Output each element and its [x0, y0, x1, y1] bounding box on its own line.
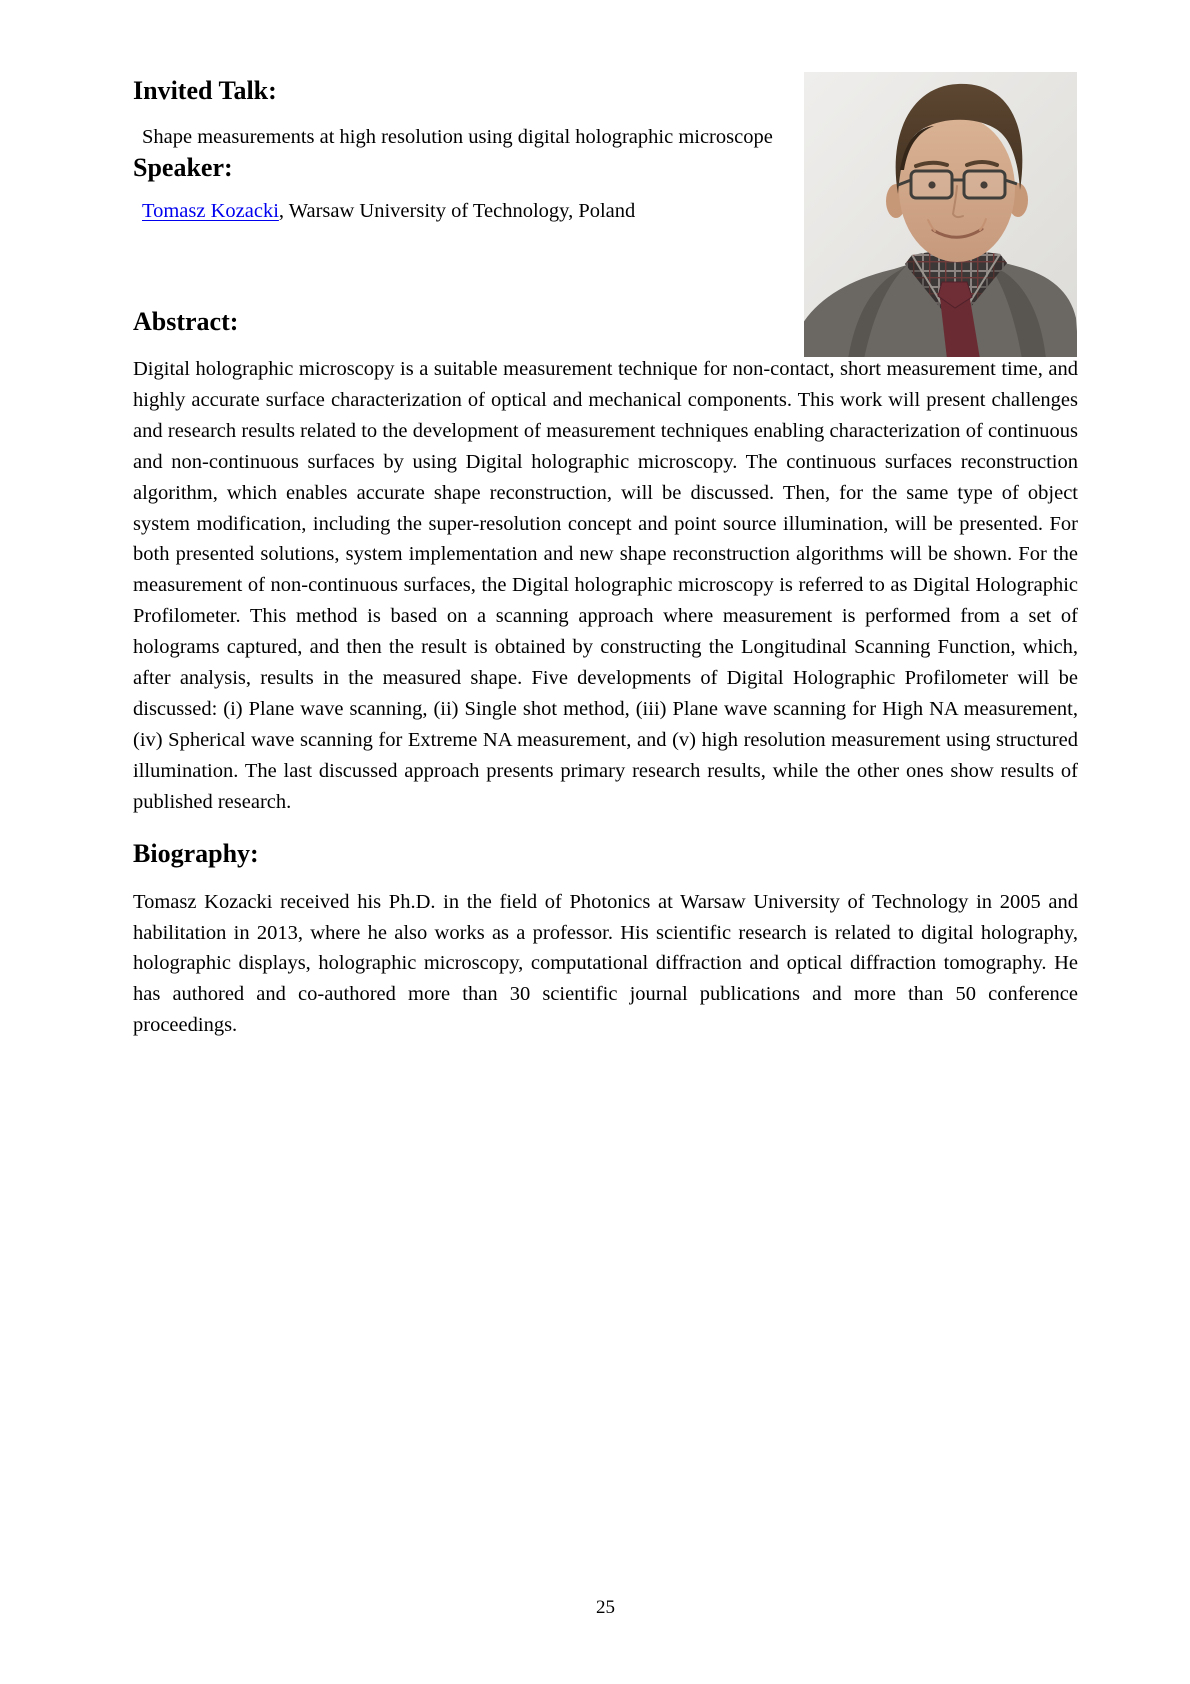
invited-talk-heading: Invited Talk:	[133, 76, 277, 105]
talk-title: Shape measurements at high resolution using digital holographic microscope	[142, 126, 773, 148]
speaker-portrait-illustration	[804, 72, 1077, 357]
biography-heading: Biography:	[133, 838, 259, 868]
speaker-name-link[interactable]: Tomasz Kozacki	[142, 200, 279, 222]
speaker-heading: Speaker:	[133, 153, 233, 182]
speaker-affiliation: , Warsaw University of Technology, Poland	[278, 200, 636, 222]
biography-text: Tomasz Kozacki received his Ph.D. in the field of Photonics at Warsaw University of Technology in 2005 and habilitation in 2013, where he also works as a professor. His scientific research is related to digital holography, holographic displays, holographic microscopy, computational diffraction and optical diffraction tomography. He has authored and co-authored more than 30 scientific journal publications and more than 50 conference proceedings.	[133, 890, 1078, 1037]
abstract-text: Digital holographic microscopy is a suitable measurement technique for non-contact, short measurement time, and highly accurate surface characterization of optical and mechanical components. This work will present challenges and research results related to the development of measurement techniques enabling characterization of continuous and non-continuous surfaces by using Digital holographic microscopy. The continuous surfaces reconstruction algorithm, which enables accurate shape reconstruction, will be discussed. Then, for the same type of object system modification, including the super-resolution concept and point source illumination, will be presented. For both presented solutions, system implementation and new shape reconstruction algorithms will be shown. For the measurement of non-continuous surfaces, the Digital holographic microscopy is referred to as Digital Holographic Profilometer. This method is based on a scanning approach where measurement is performed from a set of holograms captured, and then the result is obtained by constructing the Longitudinal Scanning Function, which, after analysis, results in the measured shape. Five developments of Digital Holographic Profilometer will be discussed: (i) Plane wave scanning, (ii) Single shot method, (iii) Plane wave scanning for High NA measurement, (iv) Spherical wave scanning for Extreme NA measurement, and (v) high resolution measurement using structured illumination. The last discussed approach presents primary research results, while the other ones show results of published research.	[133, 358, 1078, 813]
speaker-photo	[804, 72, 1077, 357]
page-number: 25	[596, 1597, 615, 1618]
abstract-heading: Abstract:	[133, 307, 239, 336]
